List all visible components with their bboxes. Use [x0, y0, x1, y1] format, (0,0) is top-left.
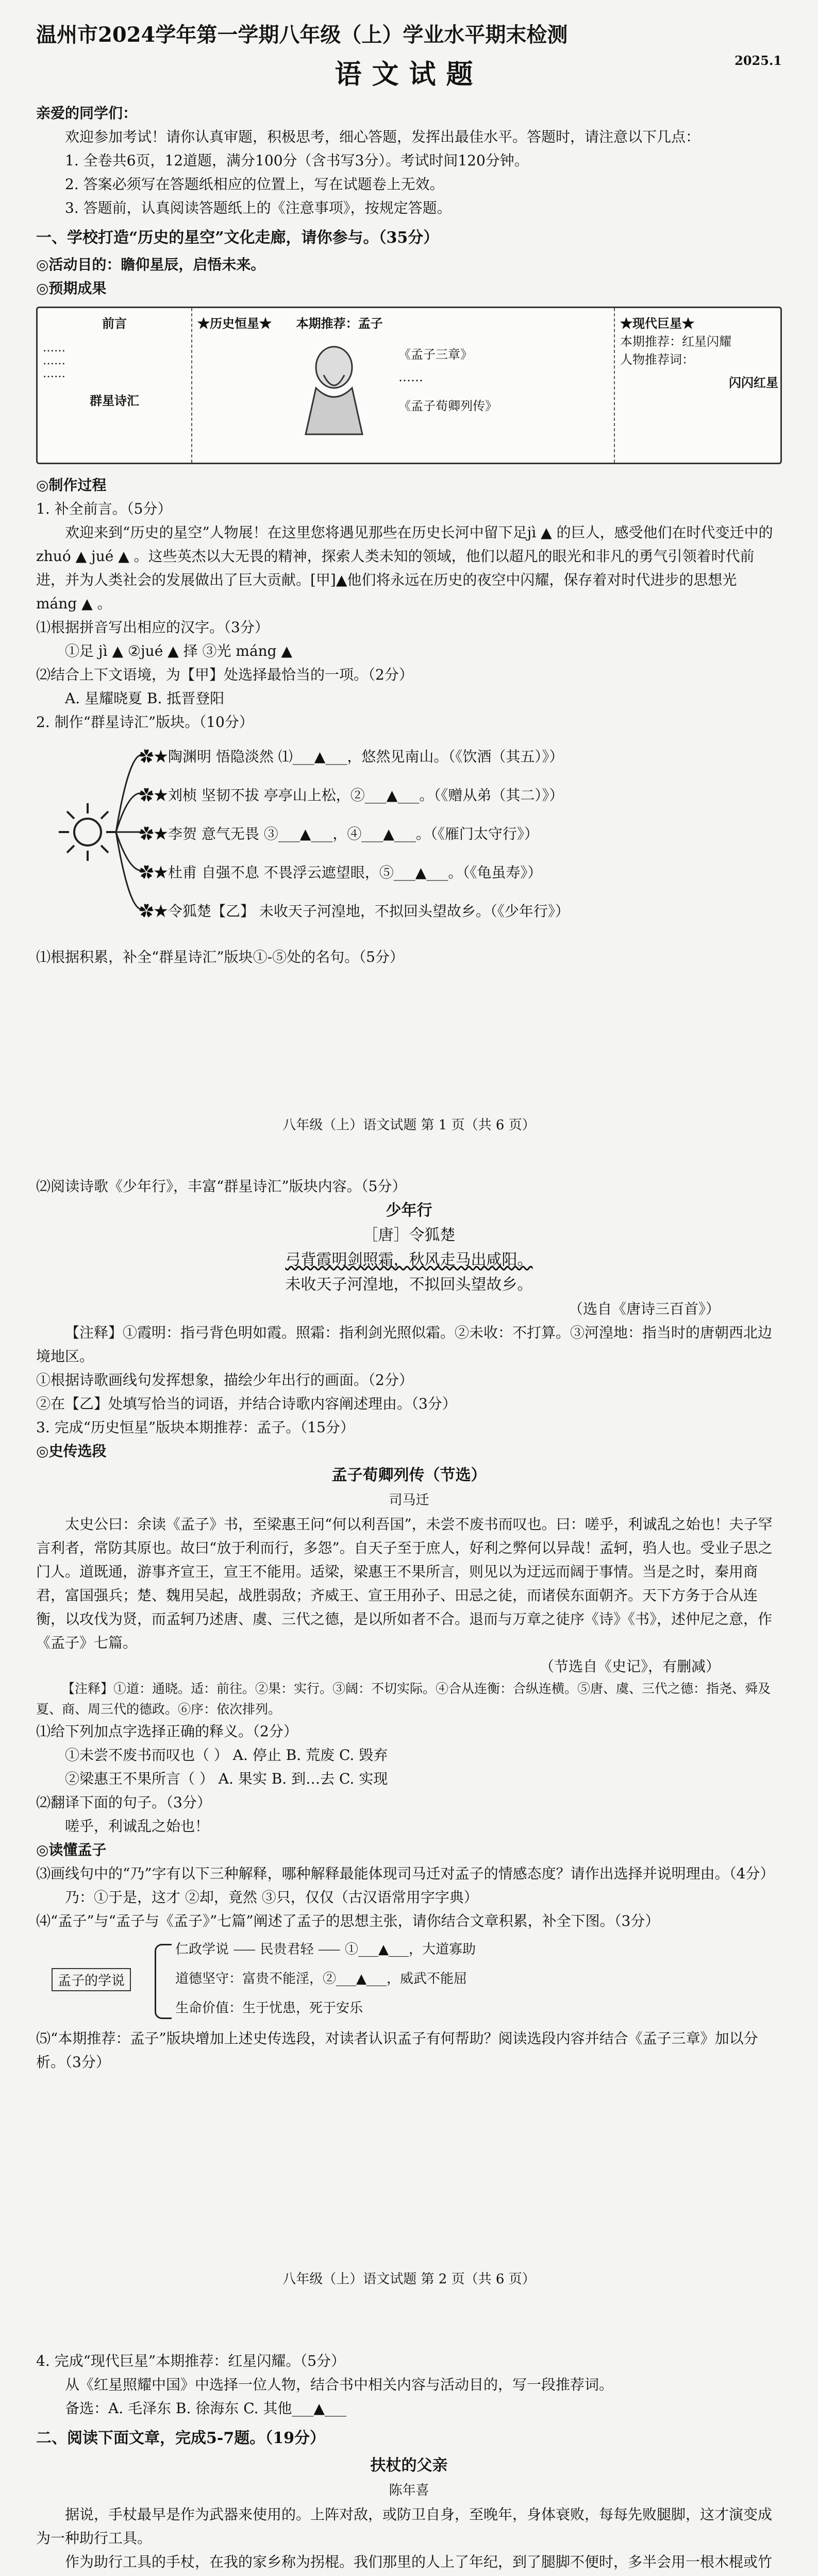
question-2-1: ⑴根据积累，补全“群星诗汇”版块①-⑤处的名句。（5分）	[36, 948, 404, 965]
question-4-prompt: 从《红星照耀中国》中选择一位人物，结合书中相关内容与活动目的，写一段推荐词。	[65, 2376, 614, 2393]
question-1-1: ⑴根据拼音写出相应的汉字。（3分）	[36, 619, 269, 636]
question-3-5: ⑸“本期推荐：孟子”版块增加上述史传选段，对读者认识孟子有何帮助？阅读选段内容并结合《孟子三章》加以分析。（3分）	[36, 2030, 758, 2071]
board-preface-lines: …… …… ……	[43, 342, 65, 380]
poetry-line-5[interactable]: ✿★令狐楚【乙】 未收天子河湟地，不拟回头望故乡。（《少年行》）	[139, 903, 570, 920]
passage-author: 司马迁	[389, 1493, 429, 1508]
question-1-passage: 欢迎来到“历史的星空”人物展！在这里您将遇见那些在历史长河中留下足jì ▲ 的巨人，感受他们在时代变迁中的zhuó ▲ jué ▲ 。这些英杰以大无畏的精神，探索人类未知的领域，他们以超凡的眼光和非凡的勇气引领着时代前进，并为人类社会的发展做出了巨大贡献。[甲]▲他们将永远在历史的夜空中闪耀，保存着对时代进步的思想光 máng ▲ 。	[36, 524, 773, 612]
poetry-line-4[interactable]: ✿★杜甫 自强不息 不畏浮云遮望眼，⑤___▲___。（《龟虽寿》）	[139, 864, 542, 881]
passage-source: （节选自《史记》，有删减）	[539, 1658, 720, 1675]
mind-map-root: 孟子的学说	[52, 1968, 131, 1991]
reading-section-label: ◎史传选段	[36, 1443, 107, 1460]
question-1-2-options[interactable]: A. 星耀晓夏 B. 抵晋登阳	[65, 690, 225, 707]
story-paragraph-1: 据说，手杖最早是作为武器来使用的。上阵对敌，或防卫自身，至晚年，身体衰败，每每先败腿脚，这才演变成为一种助行工具。	[36, 2506, 773, 2547]
question-3-1: ⑴给下列加点字选择正确的释义。（2分）	[36, 1723, 298, 1740]
board-sage-label-2: 《孟子荀卿列传》	[398, 399, 497, 413]
part2-heading: 二、阅读下面文章，完成5-7题。（19分）	[36, 2429, 325, 2447]
question-3-4: ⑷“孟子”与“孟子与《孟子》”七篇”阐述了孟子的思想主张，请你结合文章积累，补全下图。（3分）	[36, 1912, 660, 1929]
question-2-2: ⑵阅读诗歌《少年行》，丰富“群星诗汇”版块内容。（5分）	[36, 1178, 407, 1195]
mind-map-branch-3: 生命价值：生于忧患，死于安乐	[175, 2001, 363, 2016]
poetry-line-1[interactable]: ✿★陶渊明 悟隐淡然 ⑴___▲___，悠然见南山。（《饮酒（其五）》）	[139, 748, 564, 765]
question-4: 4. 完成“现代巨星”本期推荐：红星闪耀。（5分）	[36, 2352, 346, 2369]
question-1-1-blanks[interactable]: ①足 jì ▲ ②jué ▲ 择 ③光 máng ▲	[65, 642, 293, 659]
mencius-portrait-illustration	[295, 339, 373, 437]
poem-line-1: 弓背霞明剑照霜，秋风走马出咸阳。	[285, 1251, 533, 1269]
question-3-1-item-2[interactable]: ②梁惠王不果所言（ ） A. 果实 B. 到…去 C. 实现	[65, 1770, 388, 1787]
poetry-line-2[interactable]: ✿★刘桢 坚韧不拔 亭亭山上松，②___▲___。（《赠从弟（其二）》）	[139, 787, 564, 804]
exam-date: 2025.1	[734, 53, 782, 68]
question-2: 2. 制作“群星诗汇”版块。（10分）	[36, 714, 254, 731]
poem-title: 少年行	[386, 1201, 432, 1219]
question-3-2: ⑵翻译下面的句子。（3分）	[36, 1794, 211, 1811]
exam-header	[36, 21, 782, 68]
poetry-star-diagram	[36, 739, 782, 940]
intro-note-3: 3. 答题前，认真阅读答题纸上的《注意事项》，按规定答题。	[65, 199, 452, 216]
board-stars-label: 群星诗汇	[90, 393, 139, 408]
question-3-2-sentence: 嗟乎，利诚乱之始也！	[65, 1818, 210, 1835]
board-sage-column	[192, 308, 615, 463]
question-1: 1. 补全前言。（5分）	[36, 500, 172, 517]
intro-note-1: 1. 全卷共6页，12道题，满分100分（含书写3分）。考试时间120分钟。	[65, 152, 529, 169]
poem-notes: 【注释】①霞明：指弓背色明如霞。照霜：指利剑光照似霜。②未收：不打算。③河湟地：指当时的唐朝西北边境地区。	[36, 1324, 773, 1365]
question-3-1-item-1[interactable]: ①未尝不废书而叹也（ ） A. 停止 B. 荒废 C. 毁弃	[65, 1747, 388, 1764]
page-2-footer: 八年级（上）语文试题 第 2 页（共 6 页）	[282, 2272, 536, 2287]
passage-notes: 【注释】①道：通晓。适：前往。②果：实行。③阔：不切实际。④合从连衡：合纵连横。⑤唐、虞、三代之德：指尧、舜及夏、商、周三代的德政。⑥序：依次排列。	[36, 1681, 771, 1717]
mind-map-branch-1[interactable]: 仁政学说 ⸺ 民贵君轻 ⸺ ①___▲___，大道寡助	[175, 1942, 476, 1957]
board-modern-title: ★现代巨星★	[620, 316, 694, 331]
exam-subject-title: 语文试题	[335, 59, 483, 90]
board-modern-film: 闪闪红星	[729, 375, 778, 390]
part1-heading: 一、学校打造“历史的星空”文化走廊，请你参与。（35分）	[36, 229, 439, 247]
story-paragraph-2: 作为助行工具的手杖，在我的家乡称为拐棍。我们那里的人上了年纪，到了腿脚不便时，多半会用一根木棍或竹	[65, 2553, 773, 2570]
question-1-2: ⑵结合上下文语境，为【甲】处选择最恰当的一项。（2分）	[36, 666, 413, 683]
expected-results: ◎预期成果	[36, 280, 107, 297]
intro-note-2: 2. 答案必须写在答题纸相应的位置上，写在试题卷上无效。	[65, 176, 444, 193]
intro-greeting: 亲爱的同学们：	[36, 105, 138, 122]
question-2-2-b: ②在【乙】处填写恰当的词语，并结合诗歌内容阐述理由。（3分）	[36, 1395, 457, 1412]
activity-purpose: ◎活动目的：瞻仰星辰，启悟未来。	[36, 256, 265, 273]
board-preface-label: 前言	[102, 316, 127, 331]
question-3-3-options: 乃：①于是，这才 ②却，竟然 ③只，仅仅（古汉语常用字字典）	[65, 1889, 478, 1906]
question-3-3: ⑶画线句中的“乃”字有以下三种解释，哪种解释最能体现司马迁对孟子的情感态度？请作出选择并说明理由。（4分）	[36, 1865, 775, 1882]
exam-page-2	[0, 1154, 818, 2308]
question-2-2-a: ①根据诗歌画线句发挥想象，描绘少年出行的画面。（2分）	[36, 1371, 413, 1388]
board-modern-label: 人物推荐词：	[620, 352, 694, 367]
board-sage-dots: ……	[398, 370, 423, 384]
process-heading: ◎制作过程	[36, 477, 107, 494]
poem-author: ［唐］令狐楚	[362, 1226, 456, 1244]
exhibition-board	[36, 307, 782, 464]
mind-map-branch-2[interactable]: 道德坚守：富贵不能淫，②___▲___，威武不能屈	[175, 1971, 467, 1987]
sun-icon	[57, 801, 119, 863]
poem-line-2: 未收天子河湟地，不拟回头望故乡。	[285, 1276, 533, 1294]
board-preface-column	[38, 308, 192, 463]
board-sage-label-1: 《孟子三章》	[398, 347, 473, 362]
board-sage-recommend: 本期推荐：孟子	[296, 316, 383, 331]
passage-title: 孟子荀卿列传（节选）	[331, 1466, 487, 1484]
exam-header-title: 温州市2024学年第一学期八年级（上）学业水平期末检测	[36, 23, 568, 47]
poetry-line-3[interactable]: ✿★李贺 意气无畏 ③___▲___，④___▲___。（《雁门太守行》）	[139, 825, 539, 842]
understand-mencius-label: ◎读懂孟子	[36, 1841, 107, 1858]
story-author: 陈年喜	[389, 2483, 429, 2498]
page-1-footer: 八年级（上）语文试题 第 1 页（共 6 页）	[282, 1117, 536, 1133]
board-sage-title: ★历史恒星★	[197, 316, 272, 331]
mind-map-brace	[155, 1944, 172, 2019]
board-modern-column	[615, 308, 783, 463]
poem-source: （选自《唐诗三百首》）	[568, 1300, 720, 1317]
classical-passage: 太史公曰：余读《孟子》书，至梁惠王问“何以利吾国”，未尝不废书而叹也。曰：嗟乎，利诚乱之始也！夫子罕言利者，常防其原也。故曰“放于利而行，多怨”。自天子至于庶人，好利之弊何以异哉！孟轲，驺人也。受业子思之门人。道既通，游事齐宣王，宣王不能用。适梁，梁惠王不果所言，则见以为迂远而阔于事情。当是之时，秦用商君，富国强兵；楚、魏用吴起，战胜弱敌；齐威王、宣王用孙子、田忌之徒，而诸侯东面朝齐。天下方务于合从连衡，以攻伐为贤，而孟轲乃述唐、虞、三代之德，是以所如者不合。退而与万章之徒序《诗》《书》，述仲尼之意，作《孟子》七篇。	[36, 1516, 773, 1651]
board-modern-recommend: 本期推荐：红星闪耀	[620, 334, 731, 349]
story-title: 扶杖的父亲	[370, 2456, 448, 2475]
exam-page-1	[0, 0, 818, 1154]
mencius-mind-map	[36, 1936, 782, 2024]
intro-paragraph: 欢迎参加考试！请你认真审题，积极思考，细心答题，发挥出最佳水平。答题时，请注意以下几点：	[65, 128, 700, 145]
question-3: 3. 完成“历史恒星”版块本期推荐：孟子。（15分）	[36, 1419, 355, 1436]
question-4-options[interactable]: 备选：A. 毛泽东 B. 徐海东 C. 其他___▲___	[65, 2400, 346, 2417]
exam-page-3	[0, 2308, 818, 2576]
